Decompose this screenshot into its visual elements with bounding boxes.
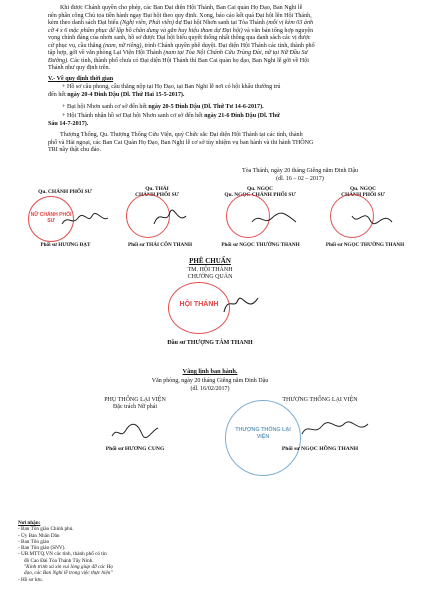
- intro-line-5: vọng chính đáng của nhơn sanh, hồ sơ được Đại hội biểu quyết thống nhất thông qua danh sách các vị được: [48, 35, 311, 41]
- time-item-1-deadline: đến hết ngày 20-4 Đinh Dậu (Dl. Thứ Hai 15-5-2017).: [48, 91, 185, 98]
- issue-date: Tòa Thánh, ngày 20 tháng Giêng năm Đinh Dậu: [241, 168, 359, 174]
- approval-stamp: [168, 282, 230, 334]
- signer-3-title: Qu. NGỌC Qu. NGỌC CHÁNH PHỐI SƯ: [224, 186, 296, 199]
- approval-signature: [222, 292, 262, 316]
- recipient-item: - Ban Tôn giáo: [18, 538, 50, 545]
- time-item-3-cont: Sáu 14-7-2017).: [48, 120, 89, 127]
- bottom-signature-1: [110, 420, 160, 442]
- order-date-solar: (dl. 16/02/2017): [190, 386, 230, 392]
- signer-4-name: Phối sư NGỌC THƯỜNG THANH: [325, 242, 405, 248]
- bottom-signer-2-title: THƯỢNG THỐNG LẠI VIỆN: [282, 397, 358, 403]
- signature-2: [150, 206, 190, 228]
- blue-stamp-text: THƯỢNG THỐNG LẠI VIỆN: [235, 427, 291, 440]
- bottom-signer-1-sub: Đặc trách Nữ phái: [112, 404, 158, 410]
- recipient-item: đạo, các Ban Nghi lễ trong việc thực hiện": [24, 570, 113, 577]
- intro-line-9: Thánh như quy định trên.: [48, 65, 111, 71]
- time-item-3: + Hội Thánh nhận hồ sơ Đại hội Nhơn sanh cơ sở đến hết ngày 21-6 Đinh Dậu (Dl. Thứ: [62, 113, 280, 119]
- stamp-1-text: NỮ CHÁNH PHỐI SƯ: [30, 212, 72, 224]
- intro-line-1: Khi được Chánh quyền cho phép, các Ban Đại diện Hội Thánh, Ban Cai quản Họ Đạo, Ban Nghi lễ: [60, 5, 303, 11]
- signer-2-name: Phối sư THÁI CÔN THANH: [127, 242, 193, 248]
- approval-stamp-text: HỘI THÁNH: [179, 301, 219, 308]
- signer-2-title: Qu. THÁI CHÁNH PHỐI SƯ: [135, 186, 179, 199]
- intro-line-3: kèm theo danh sách Đại biểu (Nghị viên, Phái viên) dự Đại hội Nhơn sanh tại Tòa Thánh (mỗi vị kèm 03 ảnh: [48, 20, 314, 26]
- blue-stamp: [225, 400, 301, 476]
- approval-heading: PHÊ CHUẨN: [189, 257, 231, 265]
- intro-line-4: cỡ 4 x 6 mặc phẩm phục để lập hồ chân dung và gắn huy hiệu tham dự Đại hội) và văn bản tổng hợp nguyện: [48, 27, 314, 34]
- intro-line-7: tập hợp, gởi về văn phòng Lại Viện Hội Thánh (nam tại Tòa Nội Chánh Cửu Trùng Đài, nữ tại Nữ Đầu Sư: [48, 50, 308, 56]
- approval-name: Đầu sư THƯỢNG TÁM THANH: [167, 340, 253, 346]
- signer-4-title: Qu. NGỌC CHÁNH PHỐI SƯ: [341, 186, 385, 199]
- recipient-item: - Ban Tôn giáo Chính phủ.: [18, 526, 74, 533]
- approval-line-2: CHƯỞNG QUẢN: [187, 274, 233, 280]
- bottom-signature-2: [300, 418, 370, 440]
- closing-line-2: phố và Hải ngoại, các Ban Cai Quản Họ Đạo, Ban Nghi lễ cơ sở tùy nhiệm vụ ban hành và thi hành THÔNG: [48, 139, 314, 146]
- bottom-signer-1-name: Phối sư HƯƠNG CUNG: [105, 446, 165, 452]
- signer-1-name: Phối sư HƯƠNG ĐẠT: [40, 242, 91, 248]
- signature-1: [60, 210, 110, 230]
- bottom-signer-2-name: Phối sư NGỌC HỒNG THANH: [281, 446, 359, 452]
- bottom-signer-1-title: PHỤ THỐNG LẠI VIỆN: [104, 397, 166, 403]
- section-v-heading: V.- Về quy định thời gian: [48, 76, 114, 82]
- signer-3-name: Phối sư NGỌC THƯỜNG THANH: [221, 242, 300, 248]
- order-date: Văn phòng, ngày 20 tháng Giêng năm Đinh Dậu: [151, 378, 269, 384]
- order-heading: Vâng lịnh ban hành.: [182, 368, 238, 375]
- recipient-item: đồ Cao Đài Tòa Thánh Tây Ninh.: [24, 557, 94, 564]
- intro-line-6: cử phục vụ, cầu thăng (nam, nữ riêng), trình Chánh quyền phê duyệt. Đại diện Hội Thánh các tỉnh, thành phố: [48, 42, 315, 49]
- recipients: [18, 520, 128, 583]
- approval-line-1: TM. HỘI THÁNH: [187, 267, 233, 273]
- closing-line-3: TRI nầy thật chu đáo.: [48, 147, 101, 153]
- closing-line-1: Thượng Thống, Qu. Thượng Thống Cửu Viện, quý Chức sắc Đại diện Hội Thánh tại các tỉnh, thành: [60, 132, 303, 138]
- time-item-2: + Đại hội Nhơn sanh cơ sở đến hết ngày 20-5 Đinh Dậu (Dl. Thứ Tư 14-6-2017).: [62, 104, 264, 110]
- recipient-item: - Hồ sơ lưu.: [18, 576, 43, 583]
- issue-date-solar: (dl. 16 – 02 – 2017): [276, 176, 324, 182]
- recipients-heading: Nơi nhận:: [18, 520, 41, 526]
- intro-line-2: nên phân công Chủ tọa tiền hành ngay Đại hội theo quy định. Xong, báo cáo kết quả Đại hội lên Hội Thánh,: [48, 12, 312, 19]
- signature-4: [350, 206, 395, 228]
- intro-line-8: Đường). Các tỉnh, thành phố chưa có Đại diện Hội Thánh thì Ban Cai quản họ đạo, Ban Nghi lễ gởi về Hội: [48, 57, 309, 64]
- recipient-item: - Ủy Ban Nhân Dân: [18, 532, 60, 539]
- signer-1-title: Qu. CHÁNH PHỐI SƯ: [38, 189, 92, 195]
- recipient-item: - Ban Tôn giáo (SNV).: [18, 545, 66, 552]
- recipient-item: - UB.MTTQ.VN các tỉnh, thành phố có tín: [18, 551, 107, 558]
- signature-3: [250, 210, 300, 228]
- recipient-item: "Kính trình xá xin vui lòng giúp đỡ các Họ: [24, 564, 113, 571]
- time-item-1: + Hồ sơ cầu phong, cầu thăng nộp tại Họ Đạo, tại Ban Nghi lễ nơi có hội khẩu thường trú: [62, 84, 281, 90]
